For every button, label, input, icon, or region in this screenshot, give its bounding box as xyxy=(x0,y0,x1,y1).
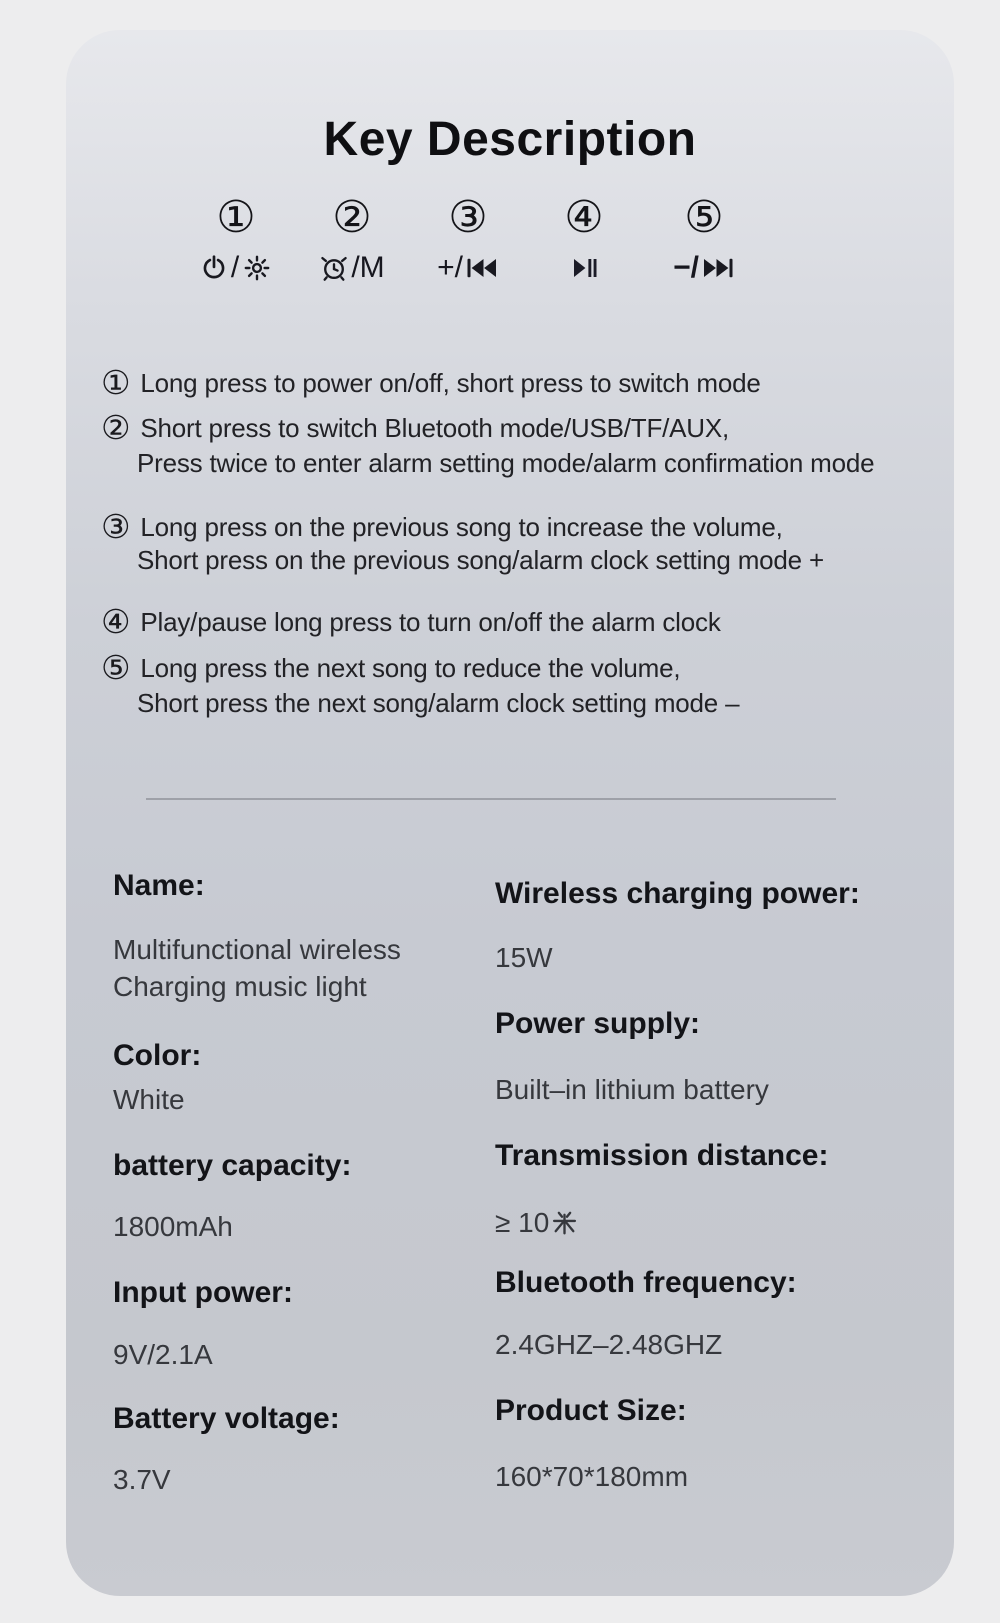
description-1-number: ① xyxy=(101,364,131,401)
previous-track-icon xyxy=(465,256,499,280)
spec-transmission-distance-value xyxy=(495,1207,578,1239)
key-5-minus-label: −/ xyxy=(673,251,699,284)
spec-power-supply-value: Built–in lithium battery xyxy=(495,1074,769,1105)
brightness-sun-icon xyxy=(243,254,271,282)
description-5-text: Long press the next song to reduce the volume, xyxy=(140,653,681,683)
description-2-number: ② xyxy=(101,409,131,446)
spec-battery-voltage-value: 3.7V xyxy=(113,1464,171,1495)
key-2-mode-label: /M xyxy=(351,251,385,284)
spec-battery-capacity-value: 1800mAh xyxy=(113,1211,233,1242)
spec-power-supply-label: Power supply: xyxy=(495,1007,701,1040)
description-4-number: ④ xyxy=(101,603,131,640)
play-pause-icon xyxy=(570,256,599,280)
spec-name-value-line1: Multifunctional wireless xyxy=(113,934,401,965)
key-3-plus-label: +/ xyxy=(437,251,463,284)
section-divider xyxy=(146,798,836,800)
spec-transmission-distance-value-text: ≥ 10 xyxy=(495,1207,550,1238)
spec-color-value: White xyxy=(113,1084,185,1115)
spec-color-label: Color: xyxy=(113,1039,202,1072)
spec-battery-capacity-label: battery capacity: xyxy=(113,1149,352,1182)
spec-bluetooth-frequency-label: Bluetooth frequency: xyxy=(495,1266,797,1299)
description-4-text: Play/pause long press to turn on/off the alarm clock xyxy=(140,607,721,637)
description-3-number: ③ xyxy=(101,508,131,545)
meter-cjk-glyph xyxy=(551,1209,578,1236)
description-3-text: Long press on the previous song to increase the volume, xyxy=(140,512,783,542)
spec-transmission-distance-label: Transmission distance: xyxy=(495,1139,829,1172)
spec-wireless-charging-power-value: 15W xyxy=(495,942,553,973)
key-5 xyxy=(634,193,774,284)
description-5-number: ⑤ xyxy=(101,649,131,686)
separator-slash: / xyxy=(230,251,240,284)
key-5-number: ⑤ xyxy=(684,193,724,242)
spec-product-size-label: Product Size: xyxy=(495,1394,687,1427)
description-4 xyxy=(101,600,721,639)
description-2 xyxy=(101,406,729,445)
key-5-icons xyxy=(634,248,774,288)
key-4 xyxy=(514,193,654,242)
description-3 xyxy=(101,505,783,544)
spec-product-size-value: 160*70*180mm xyxy=(495,1461,689,1492)
description-2-continued: Press twice to enter alarm setting mode/alarm confirmation mode xyxy=(137,448,875,478)
alarm-clock-icon xyxy=(319,253,349,283)
key-2-number: ② xyxy=(332,193,372,242)
description-1 xyxy=(101,361,761,400)
description-5 xyxy=(101,646,680,685)
spec-input-power-value: 9V/2.1A xyxy=(113,1339,213,1370)
key-3-number: ③ xyxy=(448,193,488,242)
next-track-icon xyxy=(701,256,735,280)
spec-name-label: Name: xyxy=(113,869,205,902)
power-icon xyxy=(201,254,227,282)
description-5-continued: Short press the next song/alarm clock setting mode – xyxy=(137,688,740,718)
page-title: Key Description xyxy=(323,113,697,166)
spec-bluetooth-frequency-value: 2.4GHZ–2.48GHZ xyxy=(495,1329,723,1360)
key-4-icons xyxy=(514,248,654,288)
spec-battery-voltage-label: Battery voltage: xyxy=(113,1402,340,1435)
key-1-number: ① xyxy=(216,193,256,242)
description-2-text: Short press to switch Bluetooth mode/USB/TF/AUX, xyxy=(140,413,730,443)
spec-input-power-label: Input power: xyxy=(113,1276,293,1309)
spec-name-value-line2: Charging music light xyxy=(113,971,367,1002)
description-3-continued: Short press on the previous song/alarm clock setting mode + xyxy=(137,545,824,575)
spec-wireless-charging-power-label: Wireless charging power: xyxy=(495,877,860,910)
key-4-number: ④ xyxy=(564,193,604,242)
description-1-text: Long press to power on/off, short press to switch mode xyxy=(140,368,761,398)
